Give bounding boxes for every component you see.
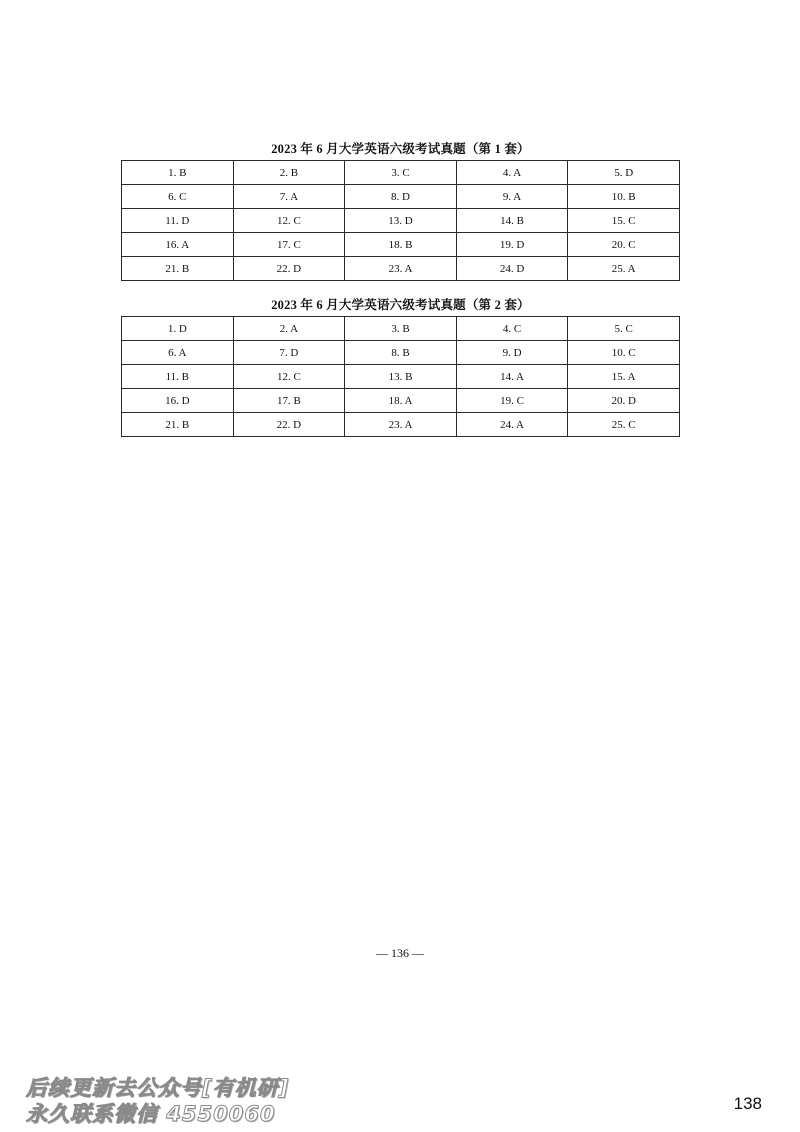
answer-cell: 22. D <box>233 413 345 437</box>
answer-cell: 12. C <box>233 365 345 389</box>
answer-cell: 3. C <box>345 161 457 185</box>
answer-cell: 4. A <box>456 161 568 185</box>
table-row <box>122 233 680 257</box>
answer-cell: 6. A <box>122 341 234 365</box>
answer-cell: 10. B <box>568 185 680 209</box>
answer-cell: 25. A <box>568 257 680 281</box>
answer-cell: 11. B <box>122 365 234 389</box>
section-title: 2023 年 6 月大学英语六级考试真题（第 1 套） <box>271 142 530 156</box>
answer-cell: 16. A <box>122 233 234 257</box>
answer-cell: 1. B <box>122 161 234 185</box>
table-row <box>122 257 680 281</box>
answer-key-set-1 <box>121 140 680 281</box>
answer-cell: 4. C <box>456 317 568 341</box>
answer-cell: 21. B <box>122 257 234 281</box>
answer-cell: 18. A <box>345 389 457 413</box>
answer-cell: 9. A <box>456 185 568 209</box>
answer-cell: 20. C <box>568 233 680 257</box>
table-row <box>122 317 680 341</box>
answer-cell: 9. D <box>456 341 568 365</box>
table-row <box>122 389 680 413</box>
answer-cell: 20. D <box>568 389 680 413</box>
answer-cell: 14. B <box>456 209 568 233</box>
watermark-text <box>26 1075 289 1127</box>
answer-cell: 1. D <box>122 317 234 341</box>
answer-cell: 17. B <box>233 389 345 413</box>
answer-cell: 7. A <box>233 185 345 209</box>
scan-page-number: 138 <box>733 1094 762 1113</box>
watermark-line: 永久联系微信 4550060 <box>26 1102 276 1126</box>
table-row <box>122 341 680 365</box>
answer-cell: 24. A <box>456 413 568 437</box>
answer-cell: 8. D <box>345 185 457 209</box>
page-number: — 136 — <box>376 946 424 960</box>
answer-cell: 21. B <box>122 413 234 437</box>
answer-cell: 18. B <box>345 233 457 257</box>
answer-cell: 10. C <box>568 341 680 365</box>
answer-cell: 6. C <box>122 185 234 209</box>
answer-cell: 16. D <box>122 389 234 413</box>
table-row <box>122 209 680 233</box>
answer-cell: 19. D <box>456 233 568 257</box>
table-row <box>122 185 680 209</box>
section-title: 2023 年 6 月大学英语六级考试真题（第 2 套） <box>271 298 530 312</box>
answer-key-set-2 <box>121 296 680 437</box>
answer-cell: 5. C <box>568 317 680 341</box>
answer-cell: 5. D <box>568 161 680 185</box>
watermark-line: 后续更新去公众号[有机研] <box>26 1076 290 1100</box>
answer-cell: 19. C <box>456 389 568 413</box>
answer-cell: 24. D <box>456 257 568 281</box>
table-row <box>122 161 680 185</box>
answer-cell: 15. A <box>568 365 680 389</box>
table-row <box>122 413 680 437</box>
answer-cell: 2. A <box>233 317 345 341</box>
answer-cell: 13. D <box>345 209 457 233</box>
answer-table <box>121 160 680 281</box>
answer-cell: 8. B <box>345 341 457 365</box>
answer-cell: 23. A <box>345 257 457 281</box>
answer-cell: 11. D <box>122 209 234 233</box>
answer-cell: 2. B <box>233 161 345 185</box>
answer-cell: 15. C <box>568 209 680 233</box>
answer-cell: 23. A <box>345 413 457 437</box>
answer-cell: 7. D <box>233 341 345 365</box>
answer-table <box>121 316 680 437</box>
answer-cell: 14. A <box>456 365 568 389</box>
table-row <box>122 365 680 389</box>
answer-cell: 22. D <box>233 257 345 281</box>
answer-cell: 13. B <box>345 365 457 389</box>
answer-cell: 12. C <box>233 209 345 233</box>
answer-cell: 3. B <box>345 317 457 341</box>
answer-cell: 25. C <box>568 413 680 437</box>
answer-cell: 17. C <box>233 233 345 257</box>
